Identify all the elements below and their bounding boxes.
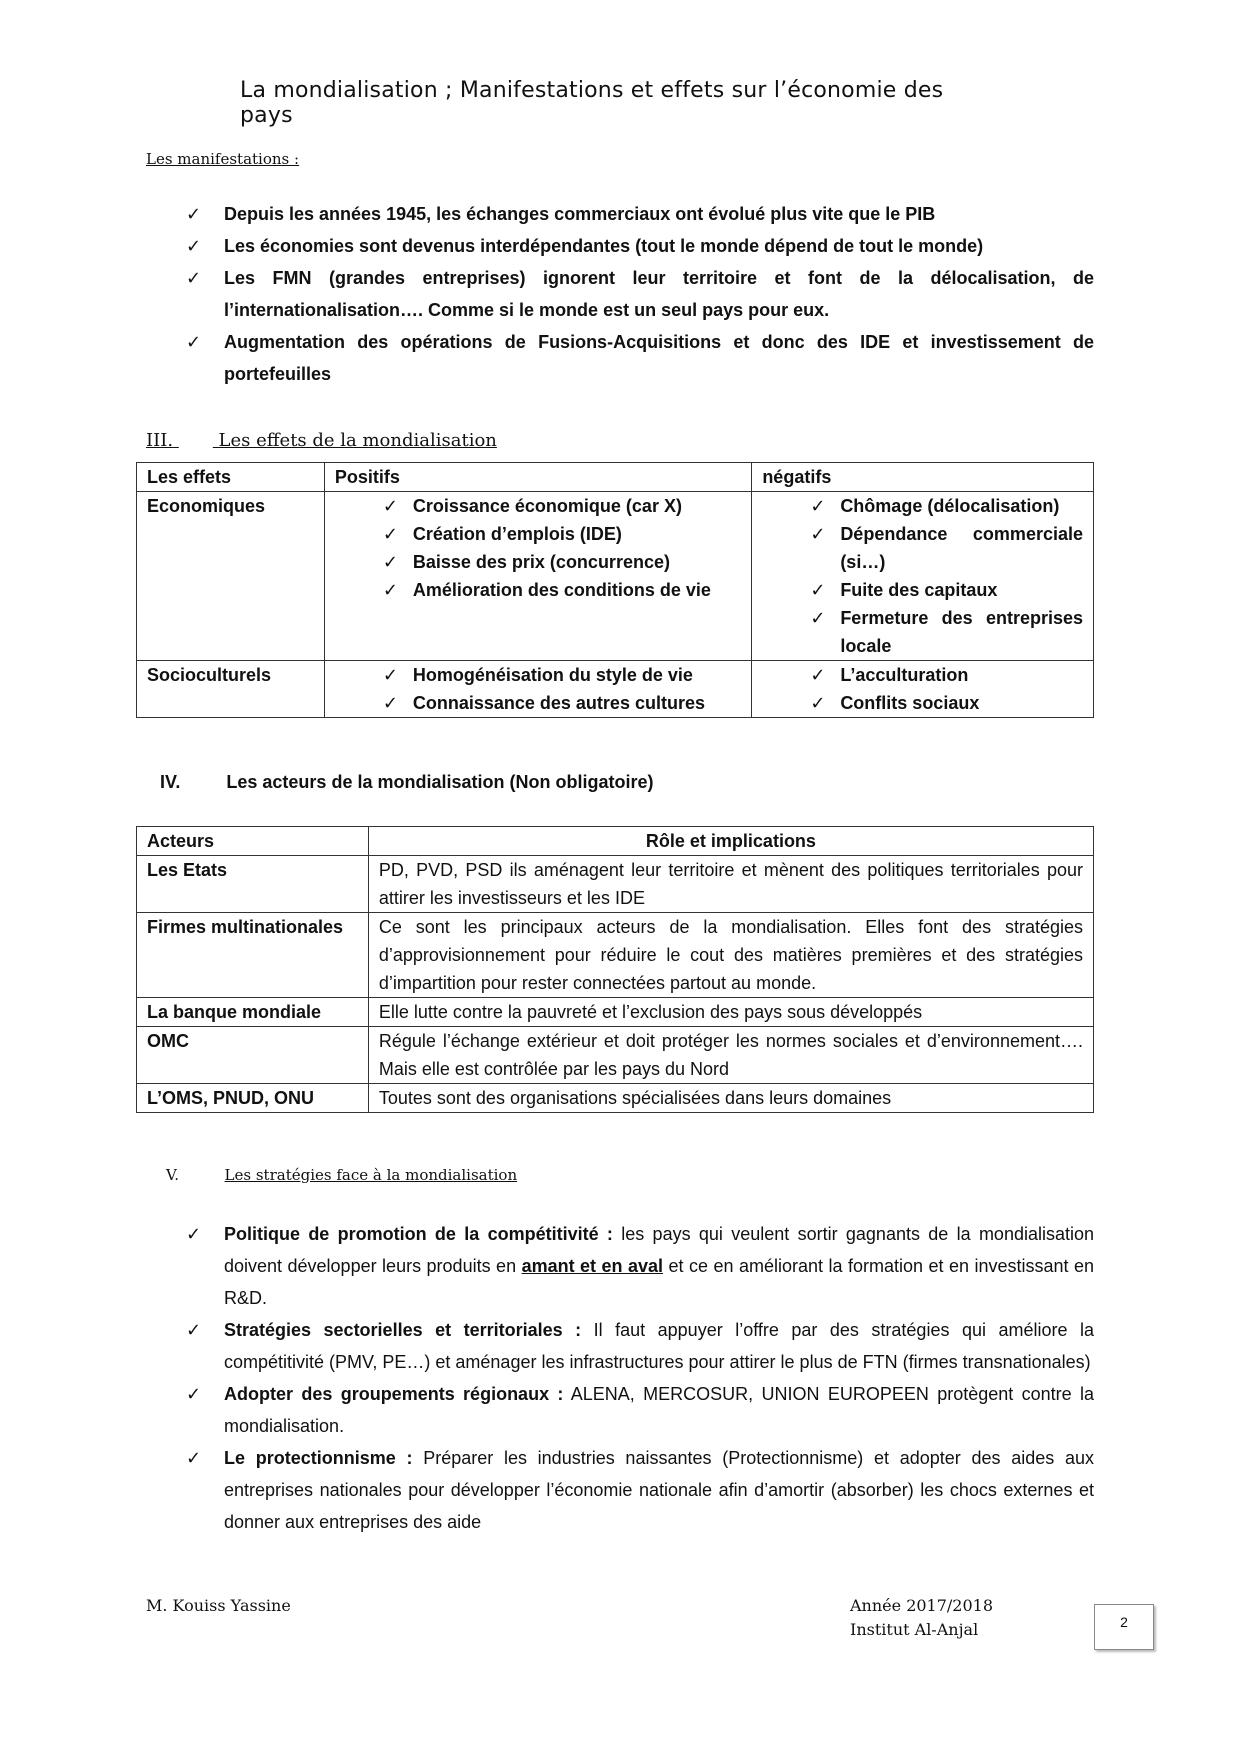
check-icon: ✓: [810, 524, 826, 544]
list-item: ✓ Augmentation des opérations de Fusions-Acquisitions et donc des IDE et investissement de portefeuilles: [186, 326, 1094, 390]
list-item: ✓ Homogénéisation du style de vie: [375, 661, 741, 689]
list-item: ✓ Le protectionnisme : Préparer les industries naissantes (Protectionnisme) et adopter des aides aux entreprises nationales pour développer l’économie nationale afin d’amortir (absorber) les chocs externes et donner aux entreprises des aide: [186, 1442, 1094, 1538]
check-icon: ✓: [382, 524, 398, 544]
list-item: ✓ Stratégies sectorielles et territoriales : Il faut appuyer l’offre par des stratégies qui améliore la compétitivité (PMV, PE…) et aménager les infrastructures pour attirer le plus de FTN (firmes transnationales): [186, 1314, 1094, 1378]
actor-name: OMC: [137, 1027, 369, 1084]
effect-category: Socioculturels: [137, 661, 325, 718]
footer-year: Année 2017/2018: [850, 1596, 994, 1615]
footer-author: M. Kouiss Yassine: [146, 1596, 291, 1615]
check-icon: ✓: [186, 204, 202, 224]
list-item: ✓ Baisse des prix (concurrence): [375, 548, 741, 576]
table-header: Les effets: [137, 463, 325, 492]
table-row: [137, 998, 1094, 1027]
check-icon: ✓: [810, 608, 826, 628]
check-icon: ✓: [186, 1448, 202, 1468]
effect-category: Economiques: [137, 492, 325, 661]
effects-heading: III. Les effets de la mondialisation: [146, 430, 497, 451]
check-icon: ✓: [186, 268, 202, 288]
actors-heading: IV. Les acteurs de la mondialisation (Non obligatoire): [160, 772, 654, 792]
negative-list: [762, 492, 1083, 660]
check-icon: ✓: [382, 665, 398, 685]
table-row: [137, 492, 1094, 661]
strategies-heading: V. Les stratégies face à la mondialisation: [166, 1166, 518, 1184]
effects-table: [136, 462, 1094, 718]
actors-table: [136, 826, 1094, 1113]
footer-institute: Institut Al-Anjal: [850, 1620, 979, 1639]
strategies-list: [186, 1218, 1094, 1538]
list-item: ✓ Croissance économique (car X): [375, 492, 741, 520]
list-item: ✓ Dépendance commerciale (si…): [802, 520, 1083, 576]
actor-name: La banque mondiale: [137, 998, 369, 1027]
table-row: [137, 827, 1094, 856]
table-header: Acteurs: [137, 827, 369, 856]
list-item: ✓ Depuis les années 1945, les échanges commerciaux ont évolué plus vite que le PIB: [186, 198, 1094, 230]
page-title: La mondialisation ; Manifestations et effets sur l’économie des pays: [240, 78, 944, 128]
actor-role: Elle lutte contre la pauvreté et l’exclusion des pays sous développés: [368, 998, 1093, 1027]
actor-role: Toutes sont des organisations spécialisées dans leurs domaines: [368, 1084, 1093, 1113]
table-row: [137, 1084, 1094, 1113]
list-item: ✓ Conflits sociaux: [802, 689, 1083, 717]
check-icon: ✓: [810, 693, 826, 713]
table-row: [137, 1027, 1094, 1084]
actor-role: PD, PVD, PSD ils aménagent leur territoire et mènent des politiques territoriales pour attirer les investisseurs et les IDE: [368, 856, 1093, 913]
positive-list: [335, 661, 741, 717]
footer-info: [850, 1594, 993, 1642]
manifestations-list: [186, 198, 1094, 390]
negative-list: [762, 661, 1083, 717]
list-item: ✓ Politique de promotion de la compétitivité : les pays qui veulent sortir gagnants de la mondialisation doivent développer leurs produits en amant et en aval et ce en améliorant la formation et en investissant en R&D.: [186, 1218, 1094, 1314]
check-icon: ✓: [186, 332, 202, 352]
actor-name: Firmes multinationales: [137, 913, 369, 998]
check-icon: ✓: [810, 580, 826, 600]
manifestations-heading: Les manifestations :: [146, 150, 300, 168]
check-icon: ✓: [186, 1384, 202, 1404]
table-row: [137, 661, 1094, 718]
check-icon: ✓: [810, 496, 826, 516]
page-number: 2: [1094, 1604, 1154, 1650]
list-item: ✓ Les économies sont devenus interdépendantes (tout le monde dépend de tout le monde): [186, 230, 1094, 262]
table-header: Rôle et implications: [368, 827, 1093, 856]
table-row: [137, 913, 1094, 998]
check-icon: ✓: [186, 236, 202, 256]
actor-role: Ce sont les principaux acteurs de la mondialisation. Elles font des stratégies d’approvisionnement pour réduire le cout des matières premières et des stratégies d’impartition pour rester connectées partout au monde.: [368, 913, 1093, 998]
list-item: ✓ Adopter des groupements régionaux : ALENA, MERCOSUR, UNION EUROPEEN protègent contre la mondialisation.: [186, 1378, 1094, 1442]
table-header: Positifs: [324, 463, 751, 492]
check-icon: ✓: [186, 1320, 202, 1340]
table-row: [137, 856, 1094, 913]
list-item: ✓ Chômage (délocalisation): [802, 492, 1083, 520]
check-icon: ✓: [186, 1224, 202, 1244]
table-row: [137, 463, 1094, 492]
check-icon: ✓: [382, 580, 398, 600]
actor-name: L’OMS, PNUD, ONU: [137, 1084, 369, 1113]
table-header: négatifs: [752, 463, 1094, 492]
list-item: ✓ Fermeture des entreprises locale: [802, 604, 1083, 660]
actor-role: Régule l’échange extérieur et doit protéger les normes sociales et d’environnement…. Mais elle est contrôlée par les pays du Nord: [368, 1027, 1093, 1084]
check-icon: ✓: [382, 496, 398, 516]
list-item: ✓ Création d’emplois (IDE): [375, 520, 741, 548]
list-item: ✓ Amélioration des conditions de vie: [375, 576, 741, 604]
actor-name: Les Etats: [137, 856, 369, 913]
list-item: ✓ Connaissance des autres cultures: [375, 689, 741, 717]
list-item: ✓ Les FMN (grandes entreprises) ignorent leur territoire et font de la délocalisation, de l’internationalisation…. Comme si le monde est un seul pays pour eux.: [186, 262, 1094, 326]
check-icon: ✓: [382, 552, 398, 572]
positive-list: [335, 492, 741, 604]
list-item: ✓ Fuite des capitaux: [802, 576, 1083, 604]
check-icon: ✓: [810, 665, 826, 685]
check-icon: ✓: [382, 693, 398, 713]
list-item: ✓ L’acculturation: [802, 661, 1083, 689]
